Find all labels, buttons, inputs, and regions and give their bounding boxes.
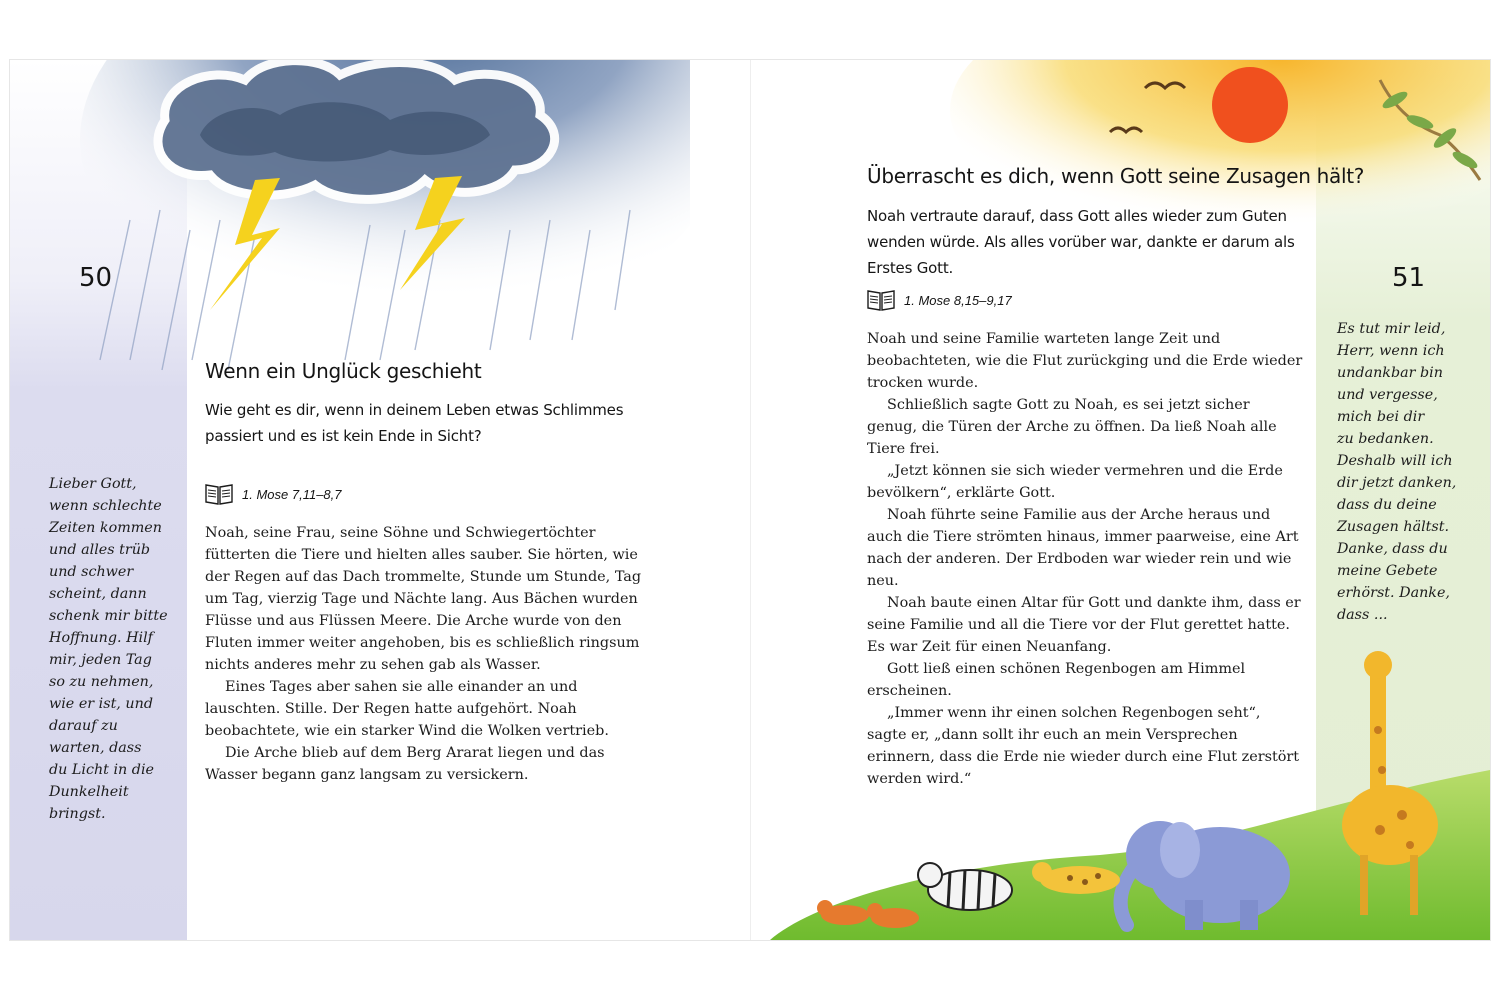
left-page-lead: Wie geht es dir, wenn in deinem Leben etwas Schlimmes passiert und es ist kein Ende in Sicht? [205, 401, 624, 445]
open-book-icon [204, 482, 234, 506]
right-page-lead: Noah vertraute darauf, dass Gott alles wieder zum Guten wenden würde. Als alles vorüber war, dankte er darum als Erstes Gott. [867, 207, 1295, 277]
story-paragraph: „Jetzt können sie sich wieder vermehren und die Erde bevölkern“, erklärte Gott. [867, 463, 1283, 501]
prayer-line: so zu nehmen, [49, 674, 154, 690]
page-number-right: 51 [1392, 263, 1426, 293]
story-paragraph: Noah und seine Familie warteten lange Zeit und beobachteten, wie die Flut zurückging und die Erde wieder trocken wurde. [867, 331, 1303, 391]
prayer-line: Zeiten kommen [49, 520, 162, 536]
prayer-line: und vergesse, [1337, 387, 1438, 403]
story-paragraph: Eines Tages aber sahen sie alle einander an und lauschten. Stille. Der Regen hatte aufgehört. Noah beobachtete, wie ein starker Wind die Wolken vertrieb. [205, 679, 609, 739]
prayer-line: darauf zu [49, 718, 118, 734]
left-story-text [205, 522, 645, 786]
prayer-line: Lieber Gott, [49, 476, 137, 492]
prayer-line: und schwer [49, 564, 134, 580]
reference-text: 1. Mose 7,11–8,7 [242, 486, 342, 502]
prayer-line: warten, dass [49, 740, 142, 756]
left-bible-reference [204, 482, 342, 506]
page-number-left: 50 [79, 263, 113, 293]
prayer-line: und alles trüb [49, 542, 151, 558]
prayer-line: meine Gebete [1337, 563, 1438, 579]
prayer-line: scheint, dann [49, 586, 147, 602]
right-story-text [867, 328, 1303, 790]
page-fold [750, 60, 751, 940]
left-prayer [49, 473, 168, 825]
story-paragraph: Die Arche blieb auf dem Berg Ararat liegen und das Wasser begann ganz langsam zu versickern. [205, 745, 605, 783]
prayer-line: Es tut mir leid, [1337, 321, 1446, 337]
prayer-line: wie er ist, und [49, 696, 153, 712]
prayer-line: schenk mir bitte [49, 608, 168, 624]
prayer-line: dass du deine [1337, 497, 1437, 513]
prayer-line: erhörst. Danke, [1337, 585, 1450, 601]
prayer-line: wenn schlechte [49, 498, 162, 514]
prayer-line: mich bei dir [1337, 409, 1425, 425]
story-paragraph: Noah, seine Frau, seine Söhne und Schwiegertöchter fütterten die Tiere und hielten alles sauber. Sie hörten, wie der Regen auf das Dach trommelte, Stunde um Stunde, Tag um Tag, vierzig Tage und Nächte lang. Aus Bächen wurden Flüsse und aus Flüssen Meere. Die Arche wurde von den Fluten immer weiter angehoben, bis es schließlich ringsum nichts anderes mehr zu sehen gab als Wasser. [205, 525, 642, 673]
prayer-line: Herr, wenn ich [1337, 343, 1445, 359]
prayer-line: Dunkelheit [49, 784, 129, 800]
right-prayer [1337, 318, 1456, 626]
prayer-line: bringst. [49, 806, 106, 822]
storm-cloud-illustration [70, 60, 690, 390]
prayer-line: Hoffnung. Hilf [49, 630, 153, 646]
prayer-line: Zusagen hältst. [1337, 519, 1450, 535]
prayer-line: dir jetzt danken, [1337, 475, 1457, 491]
story-paragraph: Noah führte seine Familie aus der Arche heraus und auch die Tiere strömten hinaus, immer paarweise, eine Art nach der anderen. Der Erdboden war wieder rein und wie neu. [867, 507, 1299, 589]
book-spread [10, 60, 1490, 940]
prayer-line: Deshalb will ich [1337, 453, 1453, 469]
story-paragraph: Noah baute einen Altar für Gott und dankte ihm, dass er seine Familie und all die Tiere vor der Flut gerettet hatte. Es war Zeit für einen Neuanfang. [867, 595, 1301, 655]
prayer-line: mir, jeden Tag [49, 652, 152, 668]
open-book-icon [866, 288, 896, 312]
story-paragraph: „Immer wenn ihr einen solchen Regenbogen seht“, sagte er, „dann sollt ihr euch an mein Versprechen erinnern, dass die Erde nie wieder durch eine Flut zerstört werden wird.“ [867, 705, 1300, 787]
prayer-line: du Licht in die [49, 762, 154, 778]
story-paragraph: Schließlich sagte Gott zu Noah, es sei jetzt sicher genug, die Türen der Arche zu öffnen. Da ließ Noah alle Tiere frei. [867, 397, 1277, 457]
story-paragraph: Gott ließ einen schönen Regenbogen am Himmel erscheinen. [867, 661, 1246, 699]
prayer-line: Danke, dass du [1337, 541, 1448, 557]
prayer-line: zu bedanken. [1337, 431, 1434, 447]
right-bible-reference [866, 288, 1012, 312]
left-page-title: Wenn ein Unglück geschieht [205, 359, 482, 383]
prayer-line: dass ... [1337, 607, 1388, 623]
right-page-title: Überrascht es dich, wenn Gott seine Zusagen hält? [867, 164, 1365, 188]
prayer-line: undankbar bin [1337, 365, 1443, 381]
reference-text: 1. Mose 8,15–9,17 [904, 292, 1012, 308]
